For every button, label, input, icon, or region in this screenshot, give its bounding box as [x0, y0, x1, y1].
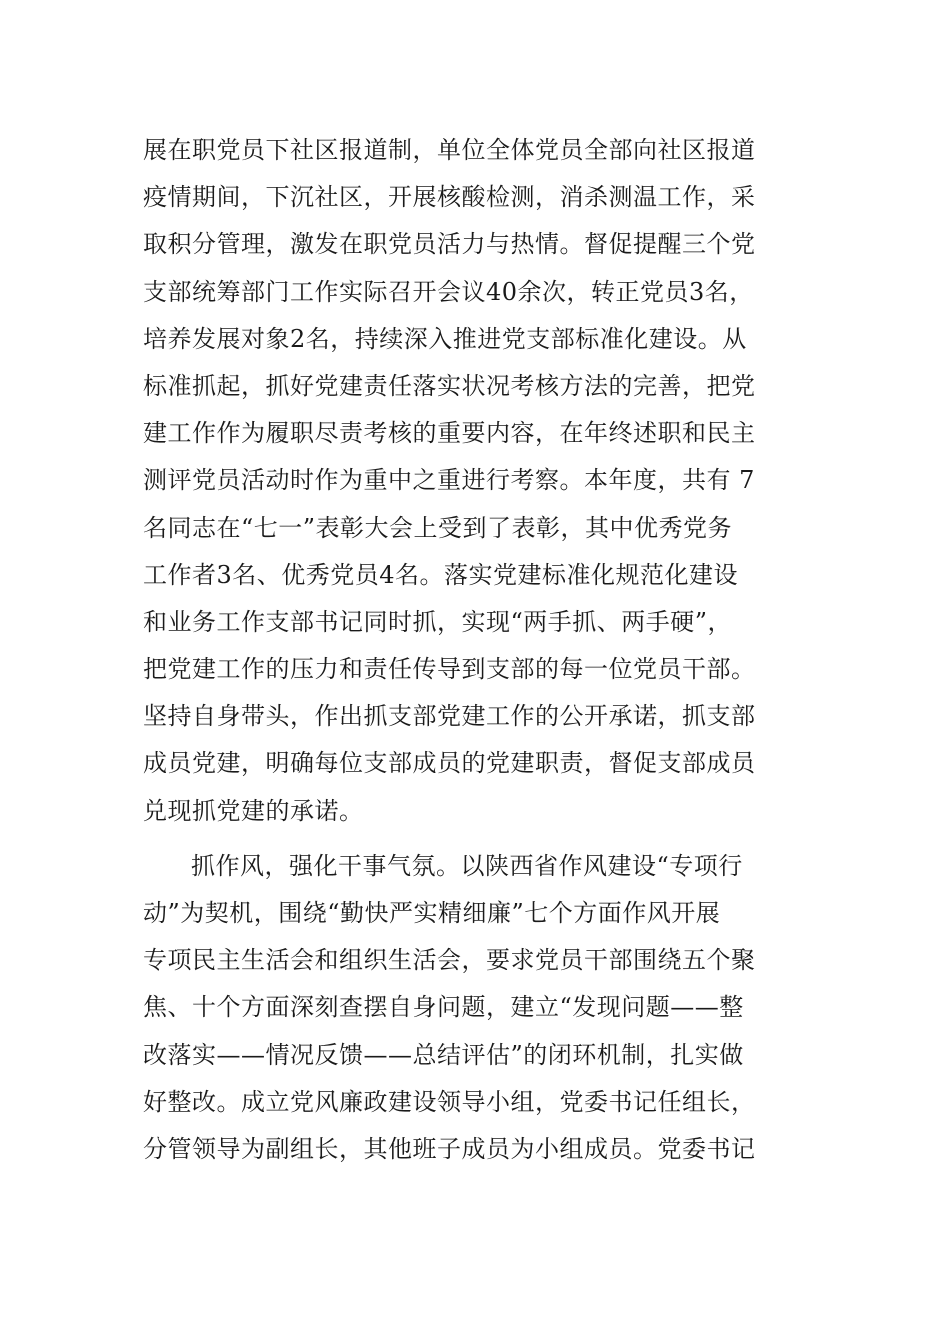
text-line: 培养发展对象2名，持续深入推进党支部标准化建设。从: [143, 324, 747, 353]
text-line: 专项民主生活会和组织生活会，要求党员干部围绕五个聚: [143, 946, 756, 975]
text-line: 抓作风，强化干事气氛。以陕西省作风建设“专项行: [191, 851, 743, 880]
text-line: 改落实——情况反馈——总结评估”的闭环机制，扎实做: [143, 1040, 744, 1069]
text-line: 动”为契机，围绕“勤快严实精细廉”七个方面作风开展: [143, 899, 721, 927]
text-line: 支部统筹部门工作实际召开会议40余次，转正党员3名，: [143, 277, 754, 306]
text-line: 取积分管理，激发在职党员活力与热情。督促提醒三个党: [143, 230, 756, 259]
paragraph-gap: [143, 835, 813, 843]
text-line: 分管领导为副组长，其他班子成员为小组成员。党委书记: [143, 1134, 756, 1163]
text-line: 测评党员活动时作为重中之重进行考察。本年度，共有 7: [143, 466, 755, 495]
text-line: 兑现抓党建的承诺。: [143, 796, 364, 825]
text-line: 焦、十个方面深刻查摆自身问题，建立“发现问题——整: [143, 993, 744, 1022]
text-line: 展在职党员下社区报道制，单位全体党员全部向社区报道: [143, 136, 756, 164]
text-line: 把党建工作的压力和责任传导到支部的每一位党员干部。: [143, 655, 756, 684]
paragraph: [143, 127, 813, 835]
text-line: 标准抓起，抓好党建责任落实状况考核方法的完善，把党: [143, 371, 756, 400]
document-body: [143, 127, 813, 1173]
text-line: 工作者3名、优秀党员4名。落实党建标准化规范化建设: [143, 560, 739, 589]
text-line: 名同志在“七一”表彰大会上受到了表彰，其中优秀党务: [143, 513, 733, 542]
text-line: 和业务工作支部书记同时抓，实现“两手抓、两手硬”，: [143, 607, 733, 636]
text-line: 成员党建，明确每位支部成员的党建职责，督促支部成员: [143, 749, 756, 778]
text-line: 坚持自身带头，作出抓支部党建工作的公开承诺，抓支部: [143, 702, 756, 731]
text-line: 好整改。成立党风廉政建设领导小组，党委书记任组长，: [143, 1087, 756, 1116]
text-line: 建工作作为履职尽责考核的重要内容，在年终述职和民主: [143, 419, 756, 448]
text-line: 疫情期间，下沉社区，开展核酸检测，消杀测温工作，采: [143, 183, 756, 212]
paragraph: [143, 843, 813, 1173]
